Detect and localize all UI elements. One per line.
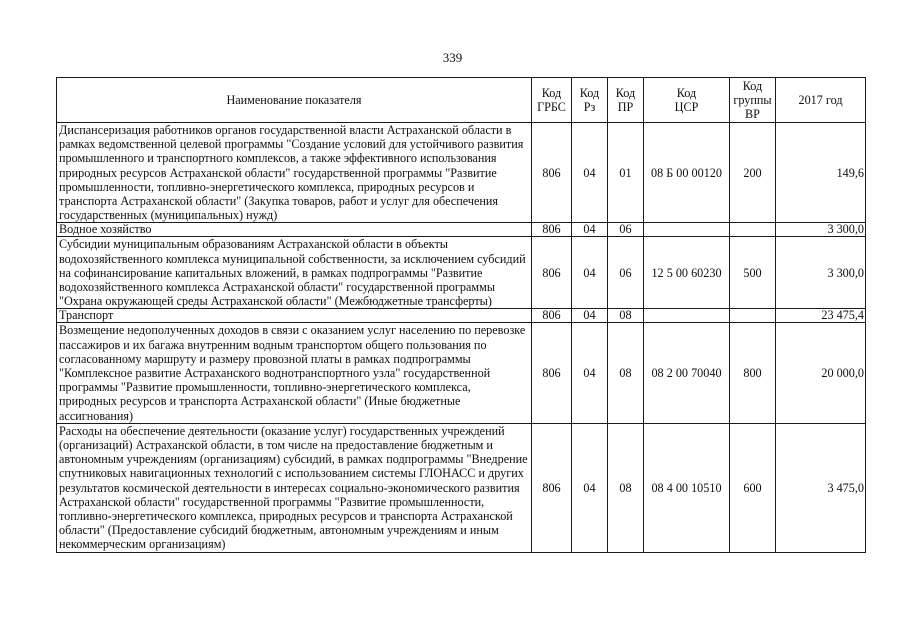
row-csr: 08 Б 00 00120 <box>644 123 730 223</box>
row-csr <box>644 309 730 323</box>
table-row <box>57 237 866 309</box>
header-vr <box>730 78 776 123</box>
header-vr-line3: ВР <box>745 107 760 121</box>
header-pr-line2: ПР <box>617 100 634 114</box>
header-csr <box>644 78 730 123</box>
row-vr <box>730 309 776 323</box>
header-csr-line1: Код <box>676 86 697 100</box>
row-amount: 3 300,0 <box>776 223 866 237</box>
row-csr <box>644 223 730 237</box>
row-amount: 3 475,0 <box>776 423 866 552</box>
row-grbs: 806 <box>532 309 572 323</box>
table-row <box>57 223 866 237</box>
row-amount: 23 475,4 <box>776 309 866 323</box>
header-grbs <box>532 78 572 123</box>
row-csr: 08 4 00 10510 <box>644 423 730 552</box>
row-pr: 08 <box>608 423 644 552</box>
row-vr: 200 <box>730 123 776 223</box>
row-pr: 08 <box>608 323 644 423</box>
header-vr-line1: Код <box>742 79 763 93</box>
row-name: Субсидии муниципальным образованиям Астраханской области в объекты водохозяйственного комплекса муниципальной собственности, за исключением субсидий на софинансирование капитальных вложений, в рамках подпрограммы "Развитие водохозяйственного комплекса Астраханской области" государственной программы "Охрана окружающей среды Астраханской области" (Межбюджетные трансферты) <box>57 237 532 309</box>
page-number: 339 <box>442 50 463 65</box>
row-grbs: 806 <box>532 423 572 552</box>
row-name: Диспансеризация работников органов государственной власти Астраханской области в рамках ведомственной целевой программы "Создание условий для устойчивого развития промышленного и транспортного комплексов, а также эффективного использования природных ресурсов Астраханской области" государственной программы "Развитие промышленности, топливно-энергетического комплекса, природных ресурсов и транспорта Астраханской области" (Закупка товаров, работ и услуг для обеспечения государственных (муниципальных) нужд) <box>57 123 532 223</box>
table-row <box>57 309 866 323</box>
header-name: Наименование показателя <box>57 78 532 123</box>
row-rz: 04 <box>572 423 608 552</box>
row-pr: 06 <box>608 223 644 237</box>
row-name: Транспорт <box>57 309 532 323</box>
header-rz-line1: Код <box>579 86 600 100</box>
row-pr: 08 <box>608 309 644 323</box>
row-pr: 01 <box>608 123 644 223</box>
row-rz: 04 <box>572 223 608 237</box>
row-name: Расходы на обеспечение деятельности (оказание услуг) государственных учреждений (организаций) Астраханской области, в том числе на предоставление бюджетным и автономным учреждениям (организациям) субсидий, в рамках подпрограммы "Внедрение спутниковых навигационных технологий с использованием системы ГЛОНАСС и других результатов космической деятельности в интересах социально-экономического развития Астраханской области" государственной программы "Развитие промышленности, топливно-энергетического комплекса, природных ресурсов и транспорта Астраханской области" (Предоставление субсидий бюджетным, автономным учреждениям и иным некоммерческим организациям) <box>57 423 532 552</box>
header-vr-line2: группы <box>733 93 772 107</box>
row-vr <box>730 223 776 237</box>
header-rz-line2: Рз <box>583 100 596 114</box>
row-rz: 04 <box>572 323 608 423</box>
header-grbs-line1: Код <box>541 86 562 100</box>
table-row <box>57 123 866 223</box>
row-rz: 04 <box>572 309 608 323</box>
header-year: 2017 год <box>776 78 866 123</box>
row-grbs: 806 <box>532 223 572 237</box>
header-rz <box>572 78 608 123</box>
row-csr: 12 5 00 60230 <box>644 237 730 309</box>
row-pr: 06 <box>608 237 644 309</box>
header-pr <box>608 78 644 123</box>
row-vr: 500 <box>730 237 776 309</box>
table-row <box>57 423 866 552</box>
row-amount: 3 300,0 <box>776 237 866 309</box>
row-vr: 800 <box>730 323 776 423</box>
header-pr-line1: Код <box>615 86 636 100</box>
row-grbs: 806 <box>532 323 572 423</box>
header-csr-line2: ЦСР <box>674 100 699 114</box>
row-name: Водное хозяйство <box>57 223 532 237</box>
header-grbs-line2: ГРБС <box>537 100 566 114</box>
row-rz: 04 <box>572 237 608 309</box>
budget-table <box>56 77 866 553</box>
row-rz: 04 <box>572 123 608 223</box>
row-grbs: 806 <box>532 237 572 309</box>
table-row <box>57 323 866 423</box>
row-csr: 08 2 00 70040 <box>644 323 730 423</box>
row-vr: 600 <box>730 423 776 552</box>
table-header-row <box>57 78 866 123</box>
row-amount: 20 000,0 <box>776 323 866 423</box>
row-amount: 149,6 <box>776 123 866 223</box>
row-grbs: 806 <box>532 123 572 223</box>
row-name: Возмещение недополученных доходов в связи с оказанием услуг населению по перевозке пассажиров и их багажа внутренним водным транспортом общего пользования по согласованному маршруту и размеру провозной платы в рамках подпрограммы "Комплексное развитие Астраханского воднотранспортного узла" государственной программы "Развитие промышленности, топливно-энергетического комплекса, природных ресурсов и транспорта Астраханской области" (Иные бюджетные ассигнования) <box>57 323 532 423</box>
